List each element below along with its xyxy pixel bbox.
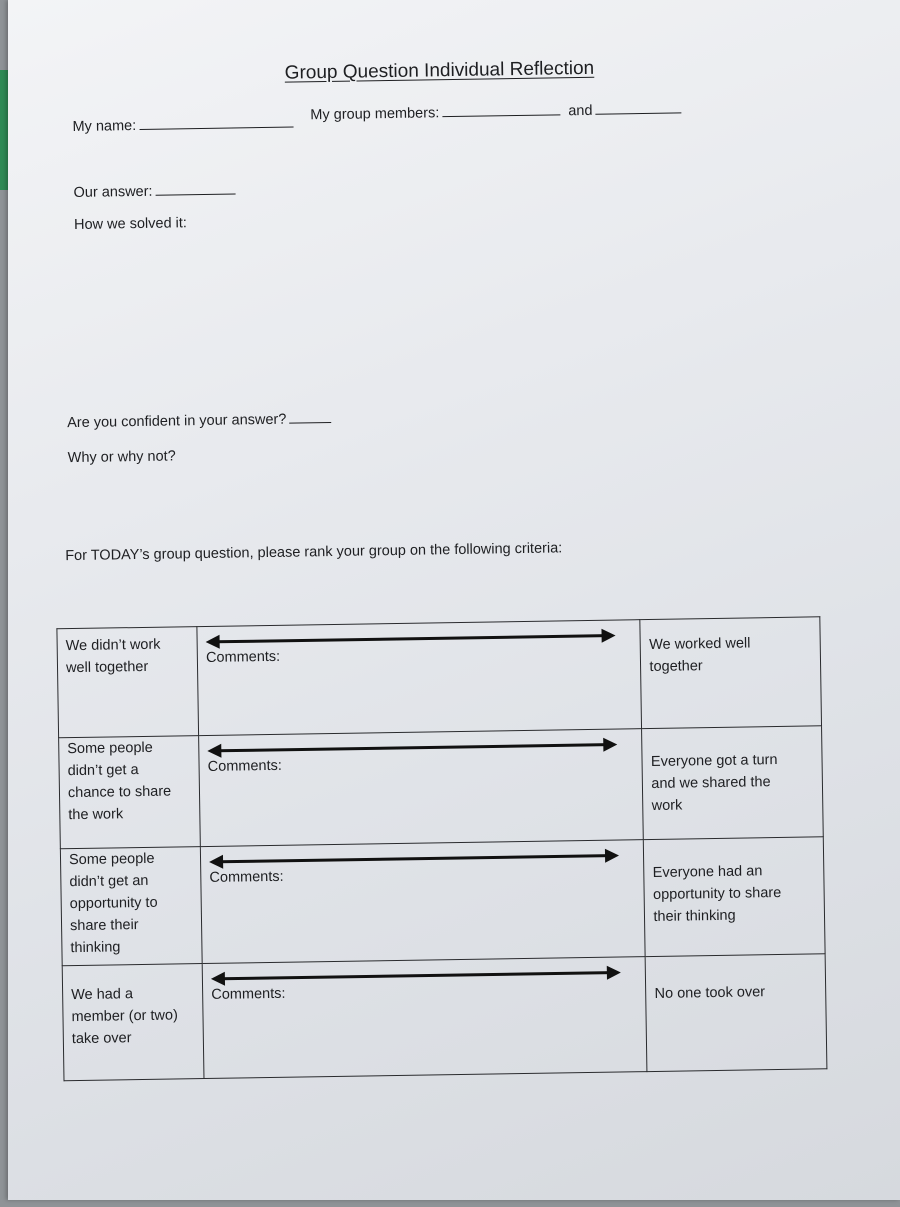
comments-label: Comments: [211, 985, 286, 1003]
rating-scale-cell[interactable] [197, 620, 642, 736]
criteria-high-cell [640, 617, 821, 729]
our-answer-field [73, 181, 235, 201]
criteria-table [56, 616, 827, 1081]
criteria-low-label: Some people didn’t get a chance to share the work [67, 739, 172, 824]
confident-field [67, 410, 331, 431]
criteria-low-cell [57, 627, 199, 738]
comments-label: Comments: [205, 648, 281, 666]
criteria-high-cell [646, 954, 827, 1072]
criteria-low-label: We had a member (or two) take over [71, 986, 178, 1048]
criteria-high-label: No one took over [654, 984, 766, 1002]
rating-scale-cell[interactable] [200, 840, 645, 964]
our-answer-blank[interactable] [155, 181, 235, 195]
criteria-row [59, 726, 824, 849]
criteria-low-cell [60, 847, 202, 966]
rank-instruction: For TODAY’s group question, please rank your group on the following criteria: [65, 540, 563, 565]
criteria-row [60, 837, 825, 966]
our-answer-label: Our answer: [73, 183, 153, 201]
and-label: and [568, 102, 593, 120]
criteria-high-label: Everyone got a turn and we shared the work [650, 752, 778, 814]
criteria-high-cell [644, 837, 825, 957]
criteria-high-label: We worked well together [649, 635, 751, 675]
group-member-1-blank[interactable] [442, 102, 560, 117]
criteria-low-label: We didn’t work well together [65, 636, 161, 677]
why-label: Why or why not? [67, 448, 176, 467]
criteria-low-cell [62, 964, 204, 1081]
criteria-high-label: Everyone had an opportunity to share their thinking [652, 863, 782, 925]
criteria-row [62, 954, 827, 1081]
criteria-row [57, 617, 822, 738]
comments-label: Comments: [209, 868, 284, 886]
rating-scale-cell[interactable] [202, 957, 647, 1079]
confident-label: Are you confident in your answer? [67, 411, 287, 432]
my-name-label: My name: [72, 117, 137, 135]
worksheet-title: Group Question Individual Reflection [284, 57, 595, 84]
my-name-blank[interactable] [139, 115, 293, 130]
comments-label: Comments: [207, 757, 282, 775]
confident-blank[interactable] [289, 410, 331, 424]
worksheet-paper [8, 0, 900, 1200]
how-solved-label: How we solved it: [73, 215, 188, 233]
group-member-2-blank[interactable] [595, 100, 681, 114]
group-members-field [310, 100, 681, 123]
rating-scale-cell[interactable] [199, 729, 644, 847]
my-name-field [72, 115, 293, 135]
criteria-high-cell [642, 726, 823, 840]
group-members-label: My group members: [310, 105, 440, 124]
criteria-low-label: Some people didn’t get an opportunity to share their thinking [68, 850, 158, 957]
criteria-low-cell [59, 736, 201, 849]
